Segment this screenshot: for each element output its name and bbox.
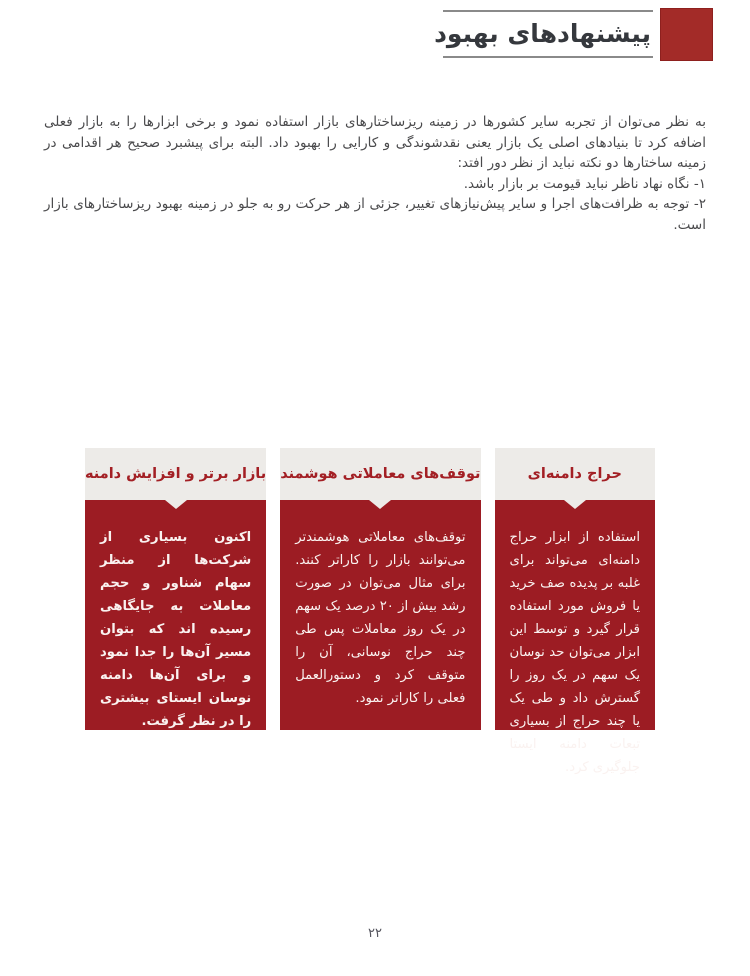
intro-paragraph: به نظر می‌توان از تجربه سایر کشورها در زمینه ریزساختارهای بازار استفاده نمود و برخی ابزارها را به بازار فعلی اضافه کرد تا بنیادهای اصلی یک بازار یعنی نقدشوندگی و کارایی را بهبود داد. البته برای پیشبرد صحیح هر اقدامی در زمینه ساختارها دو نکته نباید از نظر دور افتد: [44,114,706,171]
card-range-auction-body: استفاده از ابزار حراج دامنه‌ای می‌تواند برای غلبه بر پدیده صف خرید یا فروش مورد استفاده قرار گیرد و توسط این ابزار می‌توان حد نوسان یک سهم در یک روز را گسترش داد و طی یک یا چند حراج از بسیاری تبعات دامنه ایستا جلوگیری کرد. [495,500,656,730]
chevron-down-notch-icon [165,500,187,509]
chevron-down-notch-icon [564,500,586,509]
intro-point-1: ۱- نگاه نهاد ناظر نباید قیومت بر بازار باشد. [463,175,706,192]
chevron-down-notch-icon [369,500,391,509]
page-number: ۲۲ [368,926,382,941]
card-premier-market-body: اکنون بسیاری از شرکت‌ها از منظر سهام شناور و حجم معاملات به جایگاهی رسیده اند که بتوان مسیر آن‌ها را جدا نمود و برای آن‌ها دامنه نوسان ایستای بیشتری را در نظر گرفت. [85,500,266,730]
card-smart-halts-body: توقف‌های معاملاتی هوشمندتر می‌توانند بازار را کاراتر کنند. برای مثال می‌توان در صورت رشد بیش از ۲۰ درصد یک سهم در یک روز معاملات پس طی چند حراج نوسانی، آن را متوقف کرد و دستورالعمل فعلی را کاراتر نمود. [280,500,480,730]
page-title: پیشنهادهای بهبود [434,19,651,48]
card-premier-market [85,448,266,730]
card-smart-halts [280,448,480,730]
page-title-block [434,10,653,58]
card-range-auction-title: حراج دامنه‌ای [527,466,622,482]
card-range-auction [495,448,656,775]
red-square-marker-icon [660,8,713,61]
cards-section [85,448,655,775]
intro-section [44,112,706,235]
card-smart-halts-title: توقف‌های معاملاتی هوشمند [280,466,481,482]
intro-point-2: ۲- توجه به ظرافت‌های اجرا و سایر پیش‌نیازهای تغییر، جزئی از هر حرکت رو به جلو در زمینه بهبود ریزساختارهای بازار است. [44,196,706,233]
card-premier-market-title: بازار برتر و افزایش دامنه [85,466,267,482]
card-premier-market-header [85,448,266,500]
card-smart-halts-header [280,448,480,500]
card-range-auction-header [495,448,656,500]
